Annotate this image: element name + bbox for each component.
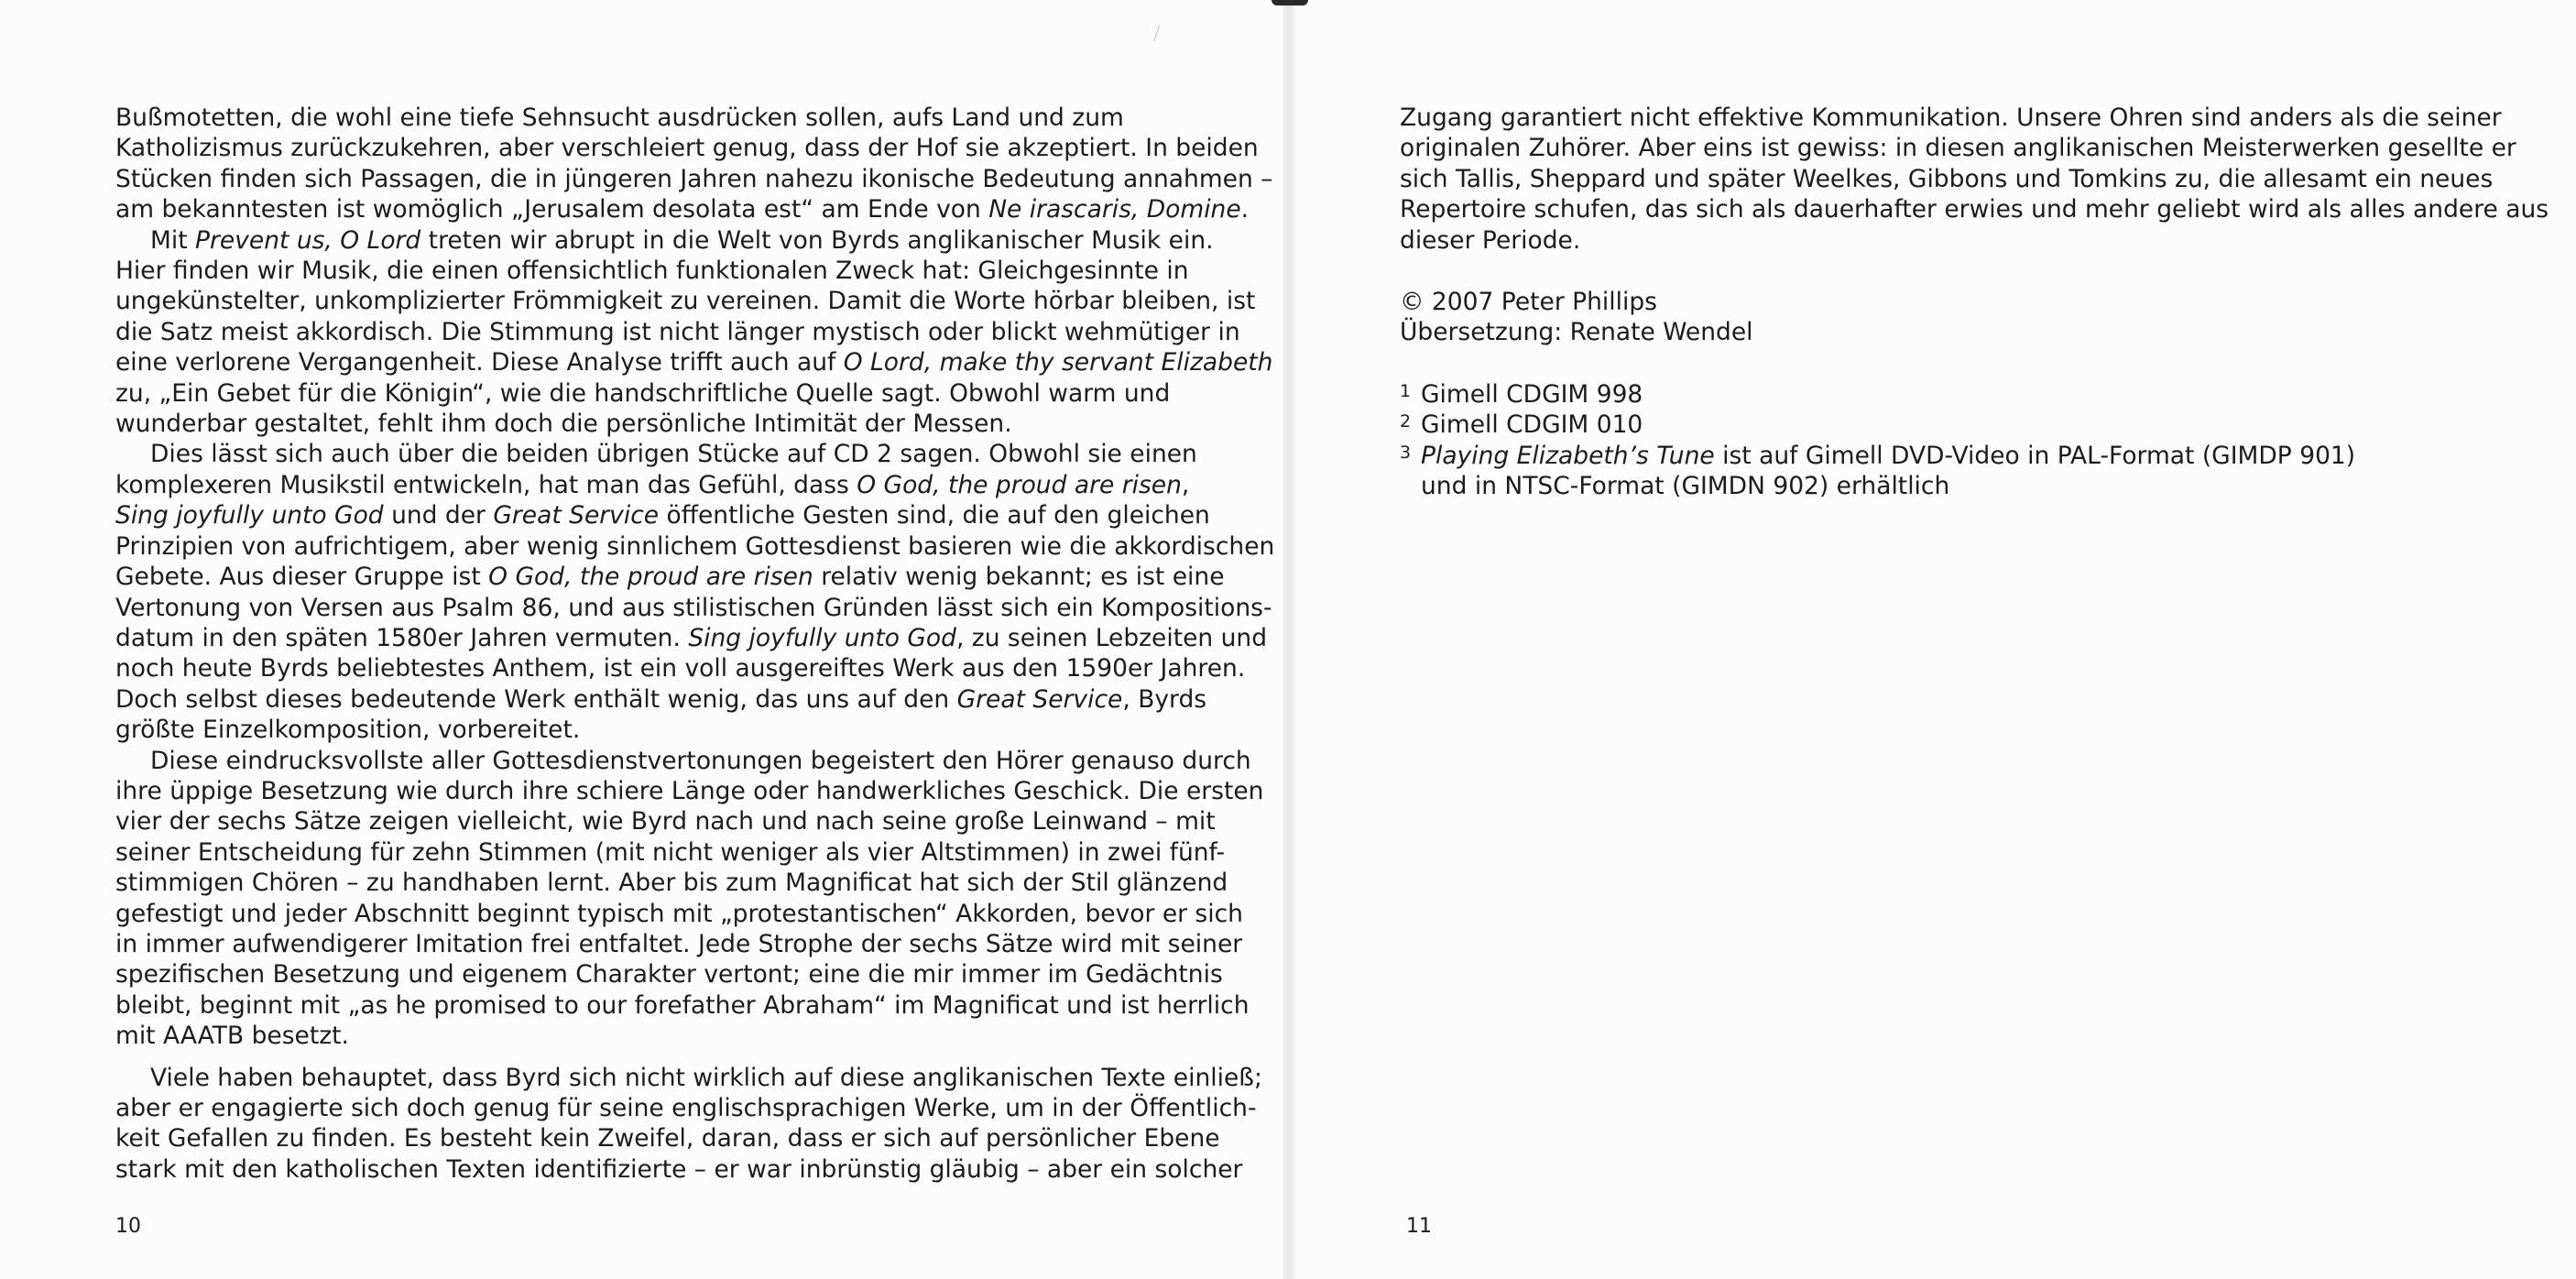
text-run: am bekanntesten ist womöglich „Jerusalem desolata est“ am Ende von — [115, 195, 989, 224]
text-line: Katholizismus zurückzukehren, aber verschleiert genug, dass der Hof sie akzeptiert. In beiden — [115, 134, 1259, 163]
text-line: dieser Periode. — [1400, 225, 1581, 255]
scan-mark — [1153, 26, 1162, 43]
text-run: und der — [383, 501, 494, 530]
work-title: Playing Elizabeth’s Tune — [1421, 441, 1715, 470]
text-run: Gimell CDGIM 998 — [1421, 379, 1643, 409]
text-line: Bußmotetten, die wohl eine tiefe Sehnsucht ausdrücken sollen, aufs Land und zum — [115, 104, 1124, 132]
footnote-number: 2 — [1400, 411, 1412, 432]
text-run: öffentliche Gesten sind, die auf den gleichen — [659, 501, 1210, 530]
work-title: O God, the proud are risen — [488, 563, 813, 592]
text-line: stimmigen Chören – zu handhaben lernt. Aber bis zum Magnificat hat sich der Stil glänzend — [115, 869, 1228, 898]
text-line: Hier finden wir Musik, die einen offensichtlich funktionalen Zweck hat: Gleichgesinnte in — [115, 257, 1189, 286]
text-line: bleibt, beginnt mit „as he promised to our forefather Abraham“ im Magnificat und ist herrlich — [115, 990, 1250, 1020]
text-line — [115, 470, 1189, 500]
text-line: aber er engagierte sich doch genug für seine englischsprachigen Werke, um in der Öffentlich- — [115, 1094, 1257, 1122]
text-run: treten wir abrupt in die Welt von Byrds anglikanischer Musik ein. — [420, 225, 1214, 255]
text-line: die Satz meist akkordisch. Die Stimmung ist nicht länger mystisch oder blickt wehmütiger in — [115, 317, 1240, 346]
text-line: gefestigt und jeder Abschnitt beginnt typisch mit „protestantischen“ Akkorden, bevor er sich — [115, 899, 1243, 928]
text-line: zu, „Ein Gebet für die Königin“, wie die handschriftliche Quelle sagt. Obwohl warm und — [115, 378, 1171, 408]
work-title: O God, the proud are risen — [857, 470, 1182, 499]
footnote-text — [1421, 410, 1643, 440]
footnote-number: 1 — [1400, 380, 1412, 401]
page-number-left: 10 — [115, 1215, 141, 1238]
text-line: Vertonung von Versen aus Psalm 86, und aus stilistischen Gründen lässt sich ein Kompositions- — [115, 593, 1272, 622]
text-line: Diese eindrucksvollste aller Gottesdienstvertonungen begeistert den Hörer genauso durch — [150, 746, 1251, 775]
text-line — [115, 623, 1268, 653]
work-title: Sing joyfully unto God — [688, 623, 956, 652]
text-line — [115, 347, 1273, 377]
translator-line: Übersetzung: Renate Wendel — [1400, 318, 1753, 347]
footnotes — [1400, 379, 2473, 502]
credits — [1400, 287, 2473, 348]
text-line: ihre üppige Besetzung wie durch ihre schiere Länge oder handwerkliches Geschick. Die ersten — [115, 776, 1264, 805]
text-run: . — [1240, 195, 1250, 224]
binding-mark — [1272, 0, 1308, 5]
footnote-continuation: und in NTSC-Format (GIMDN 902) erhältlich — [1421, 472, 1950, 501]
footnote — [1400, 441, 2473, 471]
work-title: O Lord, make thy servant Elizabeth — [843, 348, 1273, 377]
text-line: seiner Entscheidung für zehn Stimmen (mit nicht weniger als vier Altstimmen) in zwei fünf- — [115, 837, 1226, 867]
text-line: sich Tallis, Sheppard und später Weelkes, Gibbons und Tomkins zu, die allesamt ein neues — [1400, 164, 2494, 193]
work-title: Ne irascaris, Domine — [988, 195, 1241, 224]
footnote-text — [1421, 379, 1643, 410]
text-run: , — [1181, 470, 1190, 499]
text-run: eine verlorene Vergangenheit. Diese Analyse trifft auch auf — [115, 348, 844, 377]
footnote — [1400, 379, 2473, 410]
text-run: Mit — [150, 225, 196, 255]
text-run: Gimell CDGIM 010 — [1421, 410, 1643, 440]
footnote-number: 3 — [1400, 442, 1412, 463]
text-run: komplexeren Musikstil entwickeln, hat man das Gefühl, dass — [115, 470, 857, 499]
text-line — [115, 225, 1214, 256]
text-run: Gebete. Aus dieser Gruppe ist — [115, 563, 489, 592]
footnote-text — [1421, 441, 2355, 471]
text-run: relativ wenig bekannt; es ist eine — [813, 563, 1225, 592]
text-line — [115, 562, 1225, 592]
page-number-right: 11 — [1406, 1215, 1432, 1238]
text-line: ungekünstelter, unkomplizierter Frömmigkeit zu vereinen. Damit die Worte hörbar bleiben, ist — [115, 287, 1256, 316]
copyright-line: © 2007 Peter Phillips — [1400, 288, 1657, 317]
text-run: , zu seinen Lebzeiten und — [955, 623, 1268, 652]
right-page-text — [1400, 103, 2549, 501]
text-run: ist auf Gimell DVD-Video in PAL-Format (GIMDP 901) — [1714, 441, 2356, 470]
text-line: Viele haben behauptet, dass Byrd sich nicht wirklich auf diese anglikanischen Texte einließ; — [150, 1063, 1262, 1092]
text-line: originalen Zuhörer. Aber eins ist gewiss: in diesen anglikanischen Meisterwerken gesellte er — [1400, 134, 2516, 163]
text-run: datum in den späten 1580er Jahren vermuten. — [115, 623, 689, 652]
left-page-text — [115, 103, 1275, 1185]
text-line: in immer aufwendigerer Imitation frei entfaltet. Jede Strophe der sechs Sätze wird mit seiner — [115, 929, 1243, 958]
text-run: Doch selbst dieses bedeutende Werk enthält wenig, das uns auf den — [115, 684, 957, 714]
paragraph-gap — [115, 1052, 1189, 1063]
text-line: stark mit den katholischen Texten identifizierte – er war inbrünstig gläubig – aber ein solcher — [115, 1154, 1243, 1184]
text-line — [115, 194, 1250, 224]
work-title: Great Service — [956, 684, 1123, 714]
page-gutter — [1283, 0, 1295, 1279]
text-line: Prinzipien von aufrichtigem, aber wenig sinnlichem Gottesdienst basieren wie die akkordischen — [115, 531, 1275, 561]
text-line: Repertoire schufen, das sich als dauerhafter erwies und mehr geliebt wird als alles andere aus — [1400, 195, 2549, 224]
text-line — [115, 500, 1210, 530]
text-line: Zugang garantiert nicht effektive Kommunikation. Unsere Ohren sind anders als die seiner — [1400, 104, 2502, 132]
text-line: wunderbar gestaltet, fehlt ihm doch die persönliche Intimität der Messen. — [115, 410, 1012, 439]
text-line: noch heute Byrds beliebtestes Anthem, ist ein voll ausgereiftes Werk aus den 1590er Jahren. — [115, 654, 1246, 683]
text-line: keit Gefallen zu finden. Es besteht kein Zweifel, daran, dass er sich auf persönlicher Ebene — [115, 1124, 1220, 1153]
text-run: , Byrds — [1122, 684, 1207, 714]
text-line — [115, 684, 1207, 715]
text-line: vier der sechs Sätze zeigen vielleicht, wie Byrd nach und nach seine große Leinwand – mit — [115, 807, 1216, 836]
text-line: Dies lässt sich auch über die beiden übrigen Stücke auf CD 2 sagen. Obwohl sie einen — [150, 440, 1197, 469]
right-page-body — [1400, 103, 2549, 256]
work-title: Prevent us, O Lord — [195, 225, 421, 255]
work-title: Sing joyfully unto God — [115, 501, 384, 530]
text-line: größte Einzelkomposition, vorbereitet. — [115, 716, 581, 745]
text-line: Stücken finden sich Passagen, die in jüngeren Jahren nahezu ikonische Bedeutung annahmen – — [115, 164, 1273, 193]
work-title: Great Service — [493, 501, 660, 530]
footnote — [1400, 410, 2473, 440]
text-line: mit AAATB besetzt. — [115, 1022, 349, 1051]
text-line: spezifischen Besetzung und eigenem Charakter vertont; eine die mir immer im Gedächtnis — [115, 960, 1223, 989]
